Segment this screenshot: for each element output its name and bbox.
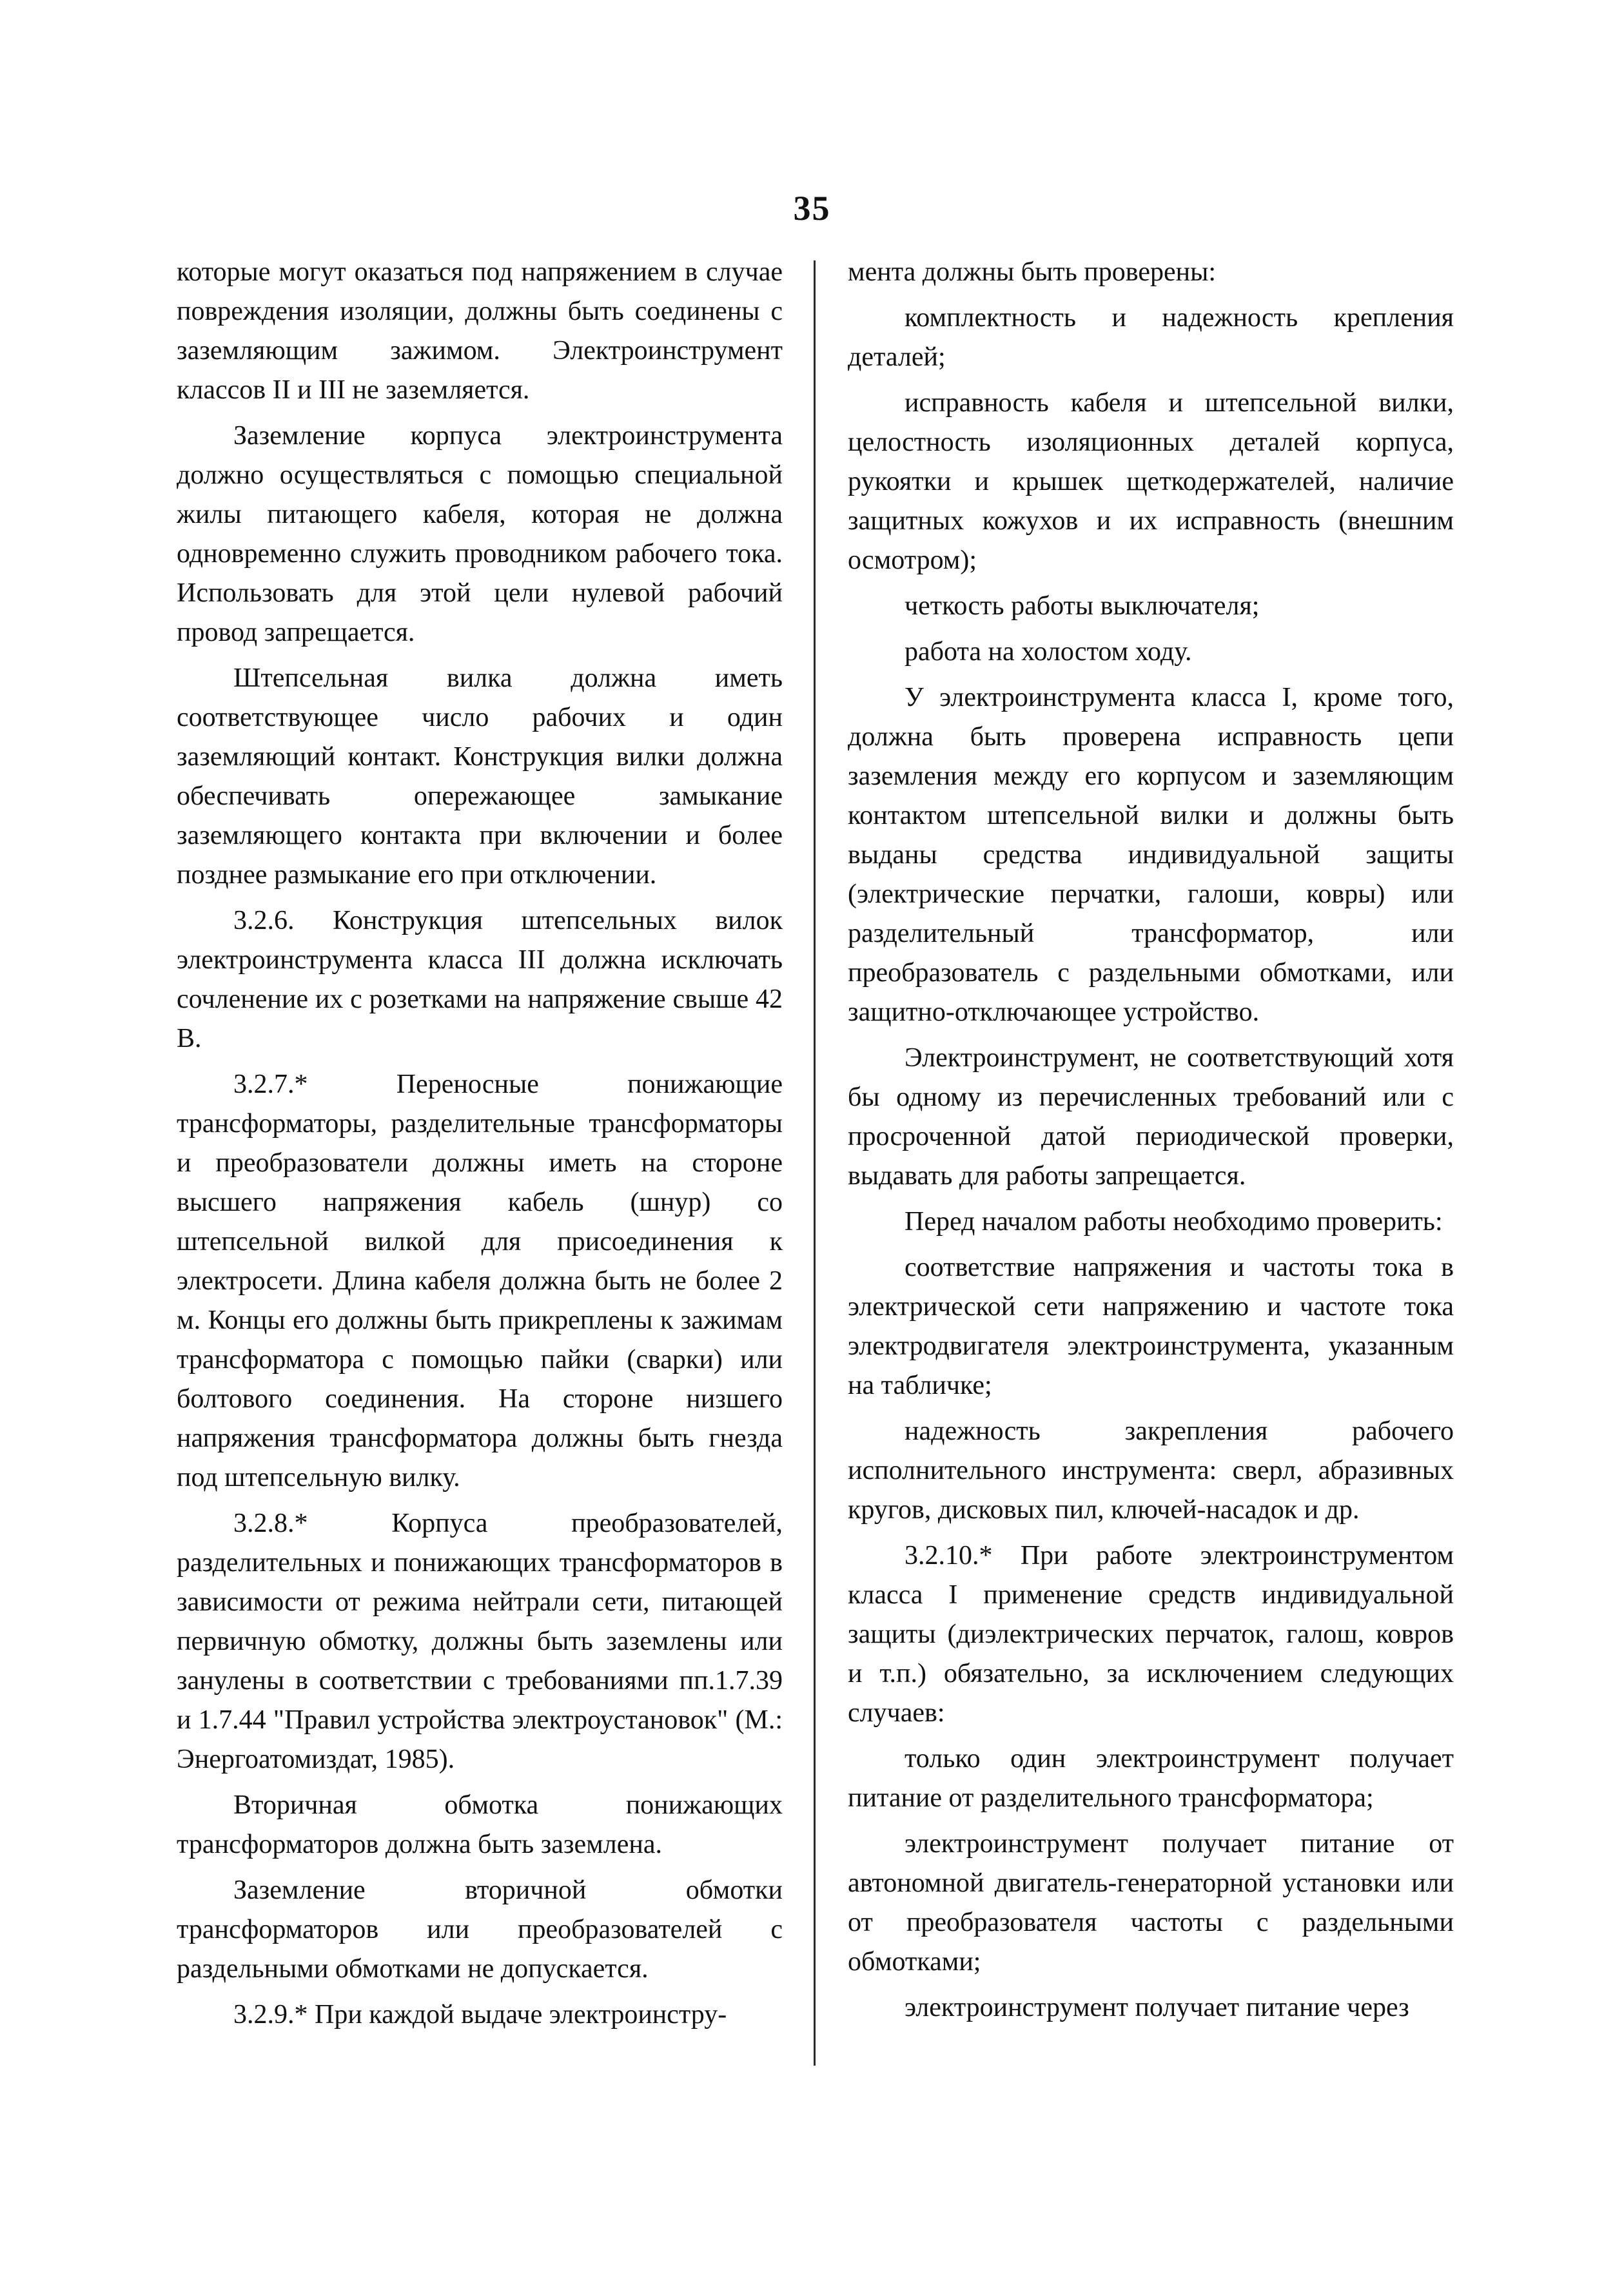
right-paragraph: четкость работы выключателя; [905, 591, 1260, 621]
right-paragraph: работа на холостом ходу. [905, 637, 1192, 667]
column-divider [814, 260, 816, 2066]
right-column [848, 253, 1454, 2034]
right-paragraph: исправность кабеля и штепсельной вилки, целостность изоляционных деталей корпуса, рукоятки и крышек щеткодержателей, наличие защитных кожухов и их исправность (внешним осмотром); [848, 388, 1454, 575]
right-paragraph: Электроинструмент, не соответствующий хотя бы одному из перечисленных требований или с просроченной датой периодической проверки, выдавать для работы запрещается. [848, 1043, 1454, 1191]
left-paragraph: Вторичная обмотка понижающих трансформаторов должна быть заземлена. [177, 1790, 783, 1859]
left-paragraph: 3.2.9.* При каждой выдаче электроинстру- [233, 2000, 727, 2030]
left-paragraph: Штепсельная вилка должна иметь соответствующее число рабочих и один заземляющий контакт. Конструкция вилки должна обеспечивать опережающее замыкание заземляющего контакта при включении и более позднее размыкание его при отключении. [177, 663, 783, 890]
right-paragraph: У электроинструмента класса I, кроме того, должна быть проверена исправность цепи заземления между его корпусом и заземляющим контактом штепсельной вилки и должны быть выданы средства индивидуальной защиты (электрические перчатки, галоши, ковры) или разделительный трансформатор, или преобразователь с раздельными обмотками, или защитно-отключающее устройство. [848, 683, 1454, 1027]
right-paragraph: Перед началом работы необходимо проверить: [905, 1207, 1443, 1237]
left-column [177, 253, 783, 2041]
left-paragraph: которые могут оказаться под напряжением в случае повреждения изоляции, должны быть соединены с заземляющим зажимом. Электроинструмент классов II и III не заземляется. [177, 257, 783, 405]
left-paragraph: 3.2.6. Конструкция штепсельных вилок электроинструмента класса III должна исключать сочленение их с розетками на напряжение свыше 42 В. [177, 906, 783, 1053]
right-paragraph: электроинструмент получает питание через [905, 1993, 1409, 2022]
right-paragraph: надежность закрепления рабочего исполнительного инструмента: сверл, абразивных кругов, дисковых пил, ключей-насадок и др. [848, 1416, 1454, 1525]
left-paragraph: Заземление корпуса электроинструмента должно осуществляться с помощью специальной жилы питающего кабеля, которая не должна одновременно служить проводником рабочего тока. Использовать для этой цели нулевой рабочий провод запрещается. [177, 421, 783, 647]
left-paragraph: 3.2.8.* Корпуса преобразователей, разделительных и понижающих трансформаторов в зависимости от режима нейтрали сети, питающей первичную обмотку, должны быть заземлены или занулены в соответствии с требованиями пп.1.7.39 и 1.7.44 "Правил устройства электроустановок" (М.: Энергоатомиздат, 1985). [177, 1509, 783, 1774]
right-paragraph: соответствие напряжения и частоты тока в электрической сети напряжению и частоте тока электродвигателя электроинструмента, указанным на табличке; [848, 1253, 1454, 1400]
right-paragraph: 3.2.10.* При работе электроинструментом класса I применение средств индивидуальной защиты (диэлектрических перчаток, галош, ковров и т.п.) обязательно, за исключением следующих случаев: [848, 1541, 1454, 1728]
left-paragraph: 3.2.7.* Переносные понижающие трансформаторы, разделительные трансформаторы и преобразователи должны иметь на стороне высшего напряжения кабель (шнур) со штепсельной вилкой для присоединения к электросети. Длина кабеля должна быть не более 2 м. Концы его должны быть прикреплены к зажимам трансформатора с помощью пайки (сварки) или болтового соединения. На стороне низшего напряжения трансформатора должны быть гнезда под штепсельную вилку. [177, 1070, 783, 1492]
right-paragraph: комплектность и надежность крепления деталей; [848, 303, 1454, 372]
right-paragraph: только один электроинструмент получает питание от разделительного трансформатора; [848, 1744, 1454, 1813]
right-paragraph: мента должны быть проверены: [848, 257, 1216, 287]
page-number: 35 [793, 189, 831, 228]
right-paragraph: электроинструмент получает питание от автономной двигатель-генераторной установки или от преобразователя частоты с раздельными обмотками; [848, 1829, 1454, 1977]
left-paragraph: Заземление вторичной обмотки трансформаторов или преобразователей с раздельными обмотками не допускается. [177, 1875, 783, 1984]
